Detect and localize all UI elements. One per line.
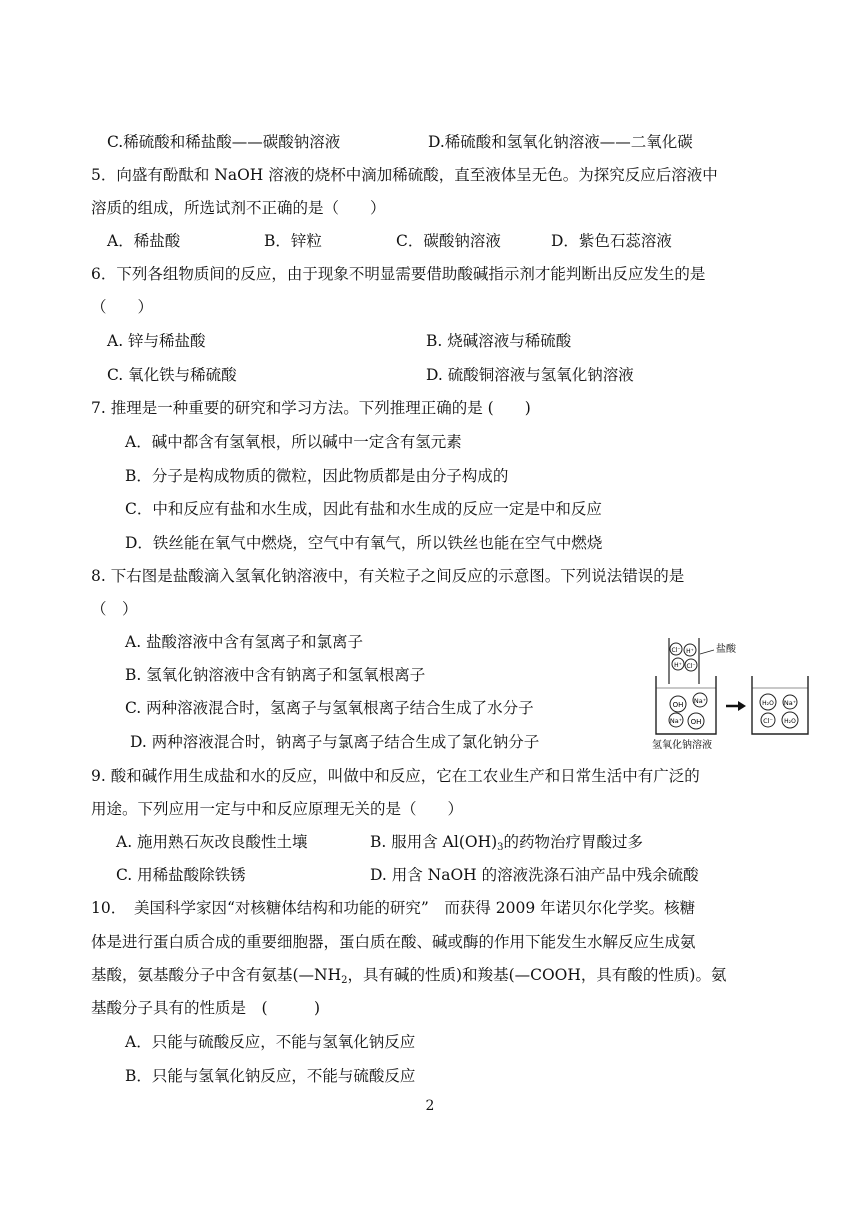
dropper-h-ion: H⁺: [686, 648, 694, 655]
q9-option-b-pre: B. 服用含 Al(OH): [370, 833, 498, 851]
q6-stem-line1: 6．下列各组物质间的反应，由于现象不明显需要借助酸碱指示剂才能判断出反应发生的是: [91, 265, 706, 283]
q5-option-a: A．稀盐酸: [107, 232, 181, 250]
label-acid: 盐酸: [716, 644, 736, 655]
beaker-oh-ion-2: OH: [690, 718, 702, 726]
q9-stem-line1: 9. 酸和碱作用生成盐和水的反应，叫做中和反应，它在工农业生产和日常生活中有广泛的: [91, 767, 700, 785]
q8-option-d: D. 两种溶液混合时，钠离子与氯离子结合生成了氯化钠分子: [130, 733, 540, 751]
q7-option-d: D．铁丝能在氧气中燃烧，空气中有氧气，所以铁丝也能在空气中燃烧: [125, 534, 603, 552]
q10-stem-line1: 10． 美国科学家因“对核糖体结构和功能的研究” 而获得 2009 年诺贝尔化学奖。核糖: [91, 899, 696, 917]
q8-stem-line1: 8. 下右图是盐酸滴入氢氧化钠溶液中，有关粒子之间反应的示意图。下列说法错误的是: [91, 567, 685, 585]
q10-stem-line3-pre: 基酸，氨基酸分子中含有氨基(—NH: [91, 966, 342, 984]
q6-stem-line2: （ ）: [91, 298, 154, 316]
q9-option-b: [370, 831, 643, 859]
q8-option-c: C. 两种溶液混合时，氢离子与氢氧根离子结合生成了水分子: [125, 699, 534, 717]
q9-option-b-sub: 3: [497, 842, 504, 853]
q8-option-a: A. 盐酸溶液中含有氢离子和氯离子: [125, 633, 364, 651]
q6-option-d: D. 硫酸铜溶液与氢氧化钠溶液: [426, 366, 634, 384]
q10-stem-line3-post: ，具有碱的性质)和羧基(—COOH，具有酸的性质)。氨: [347, 966, 727, 984]
q10-stem-line3-sub: 2: [341, 975, 348, 986]
q5-option-b: B．锌粒: [264, 232, 322, 250]
result-h2o-2: H₂O: [784, 718, 796, 725]
q10-option-b: B．只能与氢氧化钠反应，不能与硫酸反应: [125, 1067, 416, 1085]
beaker-na-ion-2: Na⁺: [669, 717, 683, 725]
result-na-ion: Na⁺: [783, 699, 797, 707]
beaker-na-ion: Na⁺: [693, 697, 707, 705]
q6-option-c: C. 氧化铁与稀硫酸: [107, 366, 237, 384]
dropper-cl-ion: Cl⁻: [671, 647, 681, 654]
q9-option-c: C. 用稀盐酸除铁锈: [116, 866, 246, 884]
dropper-cl-ion-2: Cl⁻: [686, 663, 696, 670]
q4-option-c: C.稀硫酸和稀盐酸——碳酸钠溶液: [107, 133, 341, 151]
q7-option-b: B．分子是构成物质的微粒，因此物质都是由分子构成的: [125, 467, 509, 485]
q9-option-b-post: 的药物治疗胃酸过多: [503, 833, 644, 851]
q8-stem-line2: （ ）: [91, 600, 138, 618]
q10-stem-line2: 体是进行蛋白质合成的重要细胞器，蛋白质在酸、碱或酶的作用下能发生水解反应生成氨: [91, 933, 696, 951]
q6-option-a: A. 锌与稀盐酸: [107, 332, 206, 350]
result-cl-ion: Cl⁻: [763, 717, 773, 725]
q10-stem-line3: [91, 964, 726, 992]
q9-option-a: A. 施用熟石灰改良酸性土壤: [116, 833, 308, 851]
label-base: 氢氧化钠溶液: [652, 740, 712, 751]
q10-stem-line4: 基酸分子具有的性质是 ( ): [91, 999, 321, 1017]
result-h2o: H₂O: [762, 700, 774, 707]
q7-option-a: A．碱中都含有氢氧根，所以碱中一定含有氢元素: [125, 433, 462, 451]
q6-option-b: B. 烧碱溶液与稀硫酸: [426, 332, 572, 350]
q9-stem-line2: 用途。下列应用一定与中和反应原理无关的是（ ）: [91, 800, 464, 818]
q5-option-c: C．碳酸钠溶液: [396, 232, 501, 250]
q4-option-d: D.稀硫酸和氢氧化钠溶液——二氧化碳: [428, 133, 693, 151]
q5-option-d: D．紫色石蕊溶液: [551, 232, 672, 250]
q10-option-a: A．只能与硫酸反应，不能与氢氧化钠反应: [125, 1033, 416, 1051]
q8-option-b: B. 氢氧化钠溶液中含有钠离子和氢氧根离子: [125, 666, 426, 684]
q9-option-d: D. 用含 NaOH 的溶液洗涤石油产品中残余硫酸: [370, 866, 699, 884]
q5-stem-line2: 溶质的组成，所选试剂不正确的是（ ）: [91, 199, 386, 217]
q7-option-c: C．中和反应有盐和水生成，因此有盐和水生成的反应一定是中和反应: [125, 500, 602, 518]
q7-stem: 7. 推理是一种重要的研究和学习方法。下列推理正确的是 ( ): [91, 399, 531, 417]
q5-stem-line1: 5．向盛有酚酞和 NaOH 溶液的烧杯中滴加稀硫酸，直至液体呈无色。为探究反应后溶液中: [91, 166, 718, 184]
page-number: 2: [425, 1098, 435, 1114]
neutralization-diagram: [636, 636, 816, 754]
beaker-oh-ion: OH: [672, 701, 684, 709]
dropper-h-ion-2: H⁺: [674, 662, 682, 669]
